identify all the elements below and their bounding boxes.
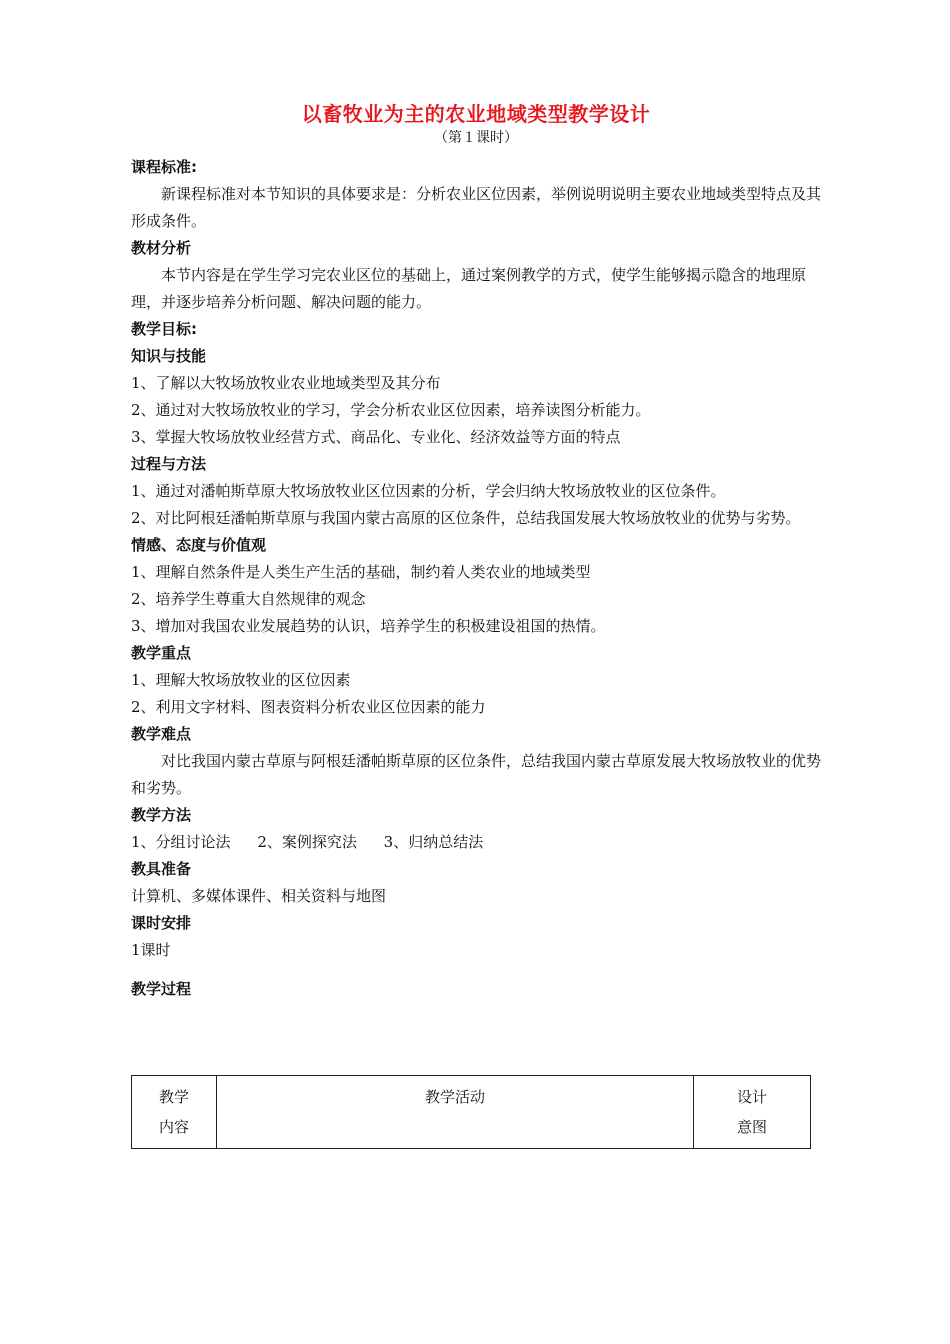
- list-item: 1、理解自然条件是人类生产生活的基础，制约着人类农业的地域类型: [131, 563, 591, 581]
- method-item: 3、归纳总结法: [383, 833, 484, 851]
- teaching-process-table: [131, 1075, 811, 1149]
- table-header-content: [132, 1076, 217, 1149]
- section-heading-objectives: 教学目标:: [131, 320, 197, 338]
- table-header-intent: [694, 1076, 811, 1149]
- section-heading-procedure: 教学过程: [131, 980, 192, 998]
- list-item: 1、理解大牧场放牧业的区位因素: [131, 671, 351, 689]
- methods-list: [131, 829, 821, 856]
- section-heading-standard: 课程标准:: [131, 158, 197, 176]
- table-header-text: 教学活动: [424, 1088, 485, 1106]
- method-item: 1、分组讨论法: [131, 833, 231, 851]
- list-item: 3、掌握大牧场放牧业经营方式、商品化、专业化、经济效益等方面的特点: [131, 428, 621, 446]
- section-heading-tools: 教具准备: [131, 860, 192, 878]
- table-row: [132, 1076, 811, 1149]
- subsection-heading-process: 过程与方法: [131, 455, 207, 473]
- subsection-heading-values: 情感、态度与价值观: [131, 536, 267, 554]
- table-header-text: 意图: [736, 1118, 767, 1136]
- section-text-schedule: 1课时: [131, 941, 171, 959]
- document-title: 以畜牧业为主的农业地域类型教学设计: [301, 102, 651, 126]
- list-item: 2、对比阿根廷潘帕斯草原与我国内蒙古高原的区位条件，总结我国发展大牧场放牧业的优势与劣势。: [131, 509, 801, 527]
- table-header-text: 教学: [158, 1088, 189, 1106]
- list-item: 2、通过对大牧场放牧业的学习，学会分析农业区位因素，培养读图分析能力。: [131, 401, 651, 419]
- list-item: 2、利用文字材料、图表资料分析农业区位因素的能力: [131, 698, 486, 716]
- list-item: 3、增加对我国农业发展趋势的认识，培养学生的积极建设祖国的热情。: [131, 617, 606, 635]
- table-header-text: 设计: [736, 1088, 767, 1106]
- section-text-difficulties: 对比我国内蒙古草原与阿根廷潘帕斯草原的区位条件，总结我国内蒙古草原发展大牧场放牧业的优势和劣势。: [131, 752, 822, 797]
- method-item: 2、案例探究法: [257, 833, 357, 851]
- list-item: 1、了解以大牧场放牧业农业地域类型及其分布: [131, 374, 441, 392]
- list-item: 2、培养学生尊重大自然规律的观念: [131, 590, 366, 608]
- table-header-activity: [217, 1076, 694, 1149]
- section-heading-difficulties: 教学难点: [131, 725, 192, 743]
- section-heading-keypoints: 教学重点: [131, 644, 192, 662]
- section-heading-methods: 教学方法: [131, 806, 192, 824]
- subsection-heading-knowledge: 知识与技能: [131, 347, 207, 365]
- table-header-text: 内容: [158, 1118, 189, 1136]
- list-item: 1、通过对潘帕斯草原大牧场放牧业区位因素的分析，学会归纳大牧场放牧业的区位条件。: [131, 482, 726, 500]
- section-heading-schedule: 课时安排: [131, 914, 192, 932]
- section-heading-analysis: 教材分析: [131, 239, 192, 257]
- document-page: [131, 100, 821, 1003]
- section-text-analysis: 本节内容是在学生学习完农业区位的基础上，通过案例教学的方式，使学生能够揭示隐含的地理原理，并逐步培养分析问题、解决问题的能力。: [131, 266, 807, 311]
- document-subtitle: （第１课时）: [434, 130, 518, 146]
- section-text-standard: 新课程标准对本节知识的具体要求是：分析农业区位因素，举例说明说明主要农业地域类型特点及其形成条件。: [131, 185, 822, 230]
- section-text-tools: 计算机、多媒体课件、相关资料与地图: [131, 887, 387, 905]
- spacer: [131, 964, 821, 976]
